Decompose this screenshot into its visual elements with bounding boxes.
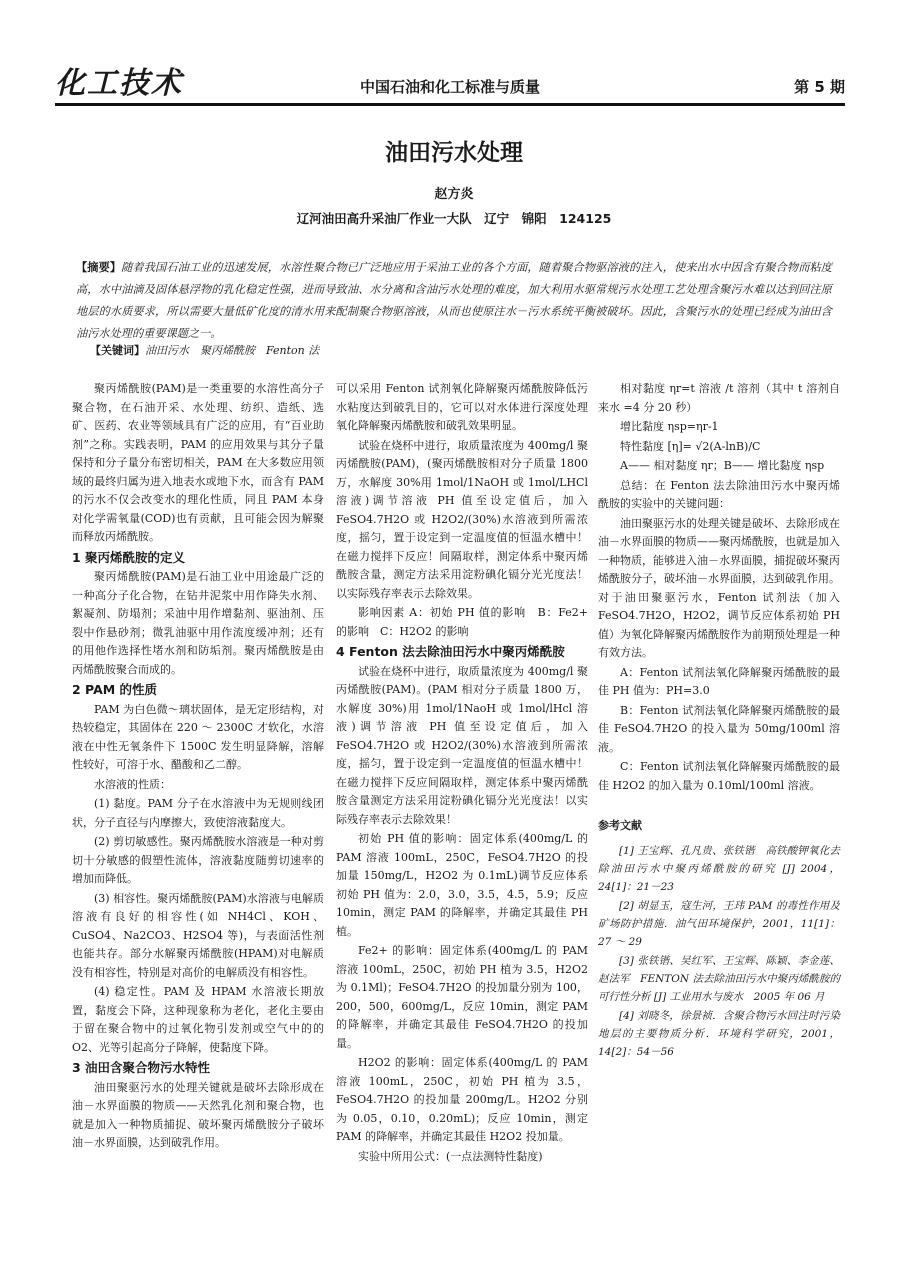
formula-line: 特性黏度 [η]= √2(A-lnB)/C bbox=[620, 439, 761, 453]
paragraph: Fe2+ 的影响：固定体系(400mg/L 的 PAM 溶液 100mL，250C，初始 PH 植为 3.5，H2O2 为 0.1Ml)；FeSO4.7H2O 的投加量分别为 100，200，500，600mg/L，反应 10min，测定 PAM 的降解率，并确定其最佳 FeSO4.7H2O 的投加量。 bbox=[336, 944, 588, 1050]
section-heading: 2 PAM 的性质 bbox=[72, 682, 158, 697]
paragraph: PAM 为白色微～璃状固体，是无定形结构，对热较稳定，其固体在 220 ～ 2300C 才软化，水溶液在中性无氧条件下 1500C 发生明显降解，溶解性较好，可溶于水、醋酸和乙二醇。 bbox=[72, 702, 324, 771]
reference-item: [1] 王宝辉、孔凡贵、张铁锴 高铁酸钾氧化去除油田污水中聚丙烯酰胺的研究 [J] 2004，24[1]：21－23 bbox=[598, 844, 840, 893]
abstract-label: 【摘要】 bbox=[76, 260, 122, 274]
paragraph: 聚丙烯酰胺(PAM)是石油工业中用途最广泛的一种高分子化合物，在钻井泥浆中用作降失水剂、絮凝剂、防塌剂；采油中用作增黏剂、驱油剂、压裂中作悬砂剂；微乳油驱中用作流度缓冲剂；还有的用他作选择性堵水剂和防垢剂。聚丙烯酰胺是由丙烯酰胺聚合而成的。 bbox=[72, 570, 324, 676]
page-header bbox=[55, 62, 845, 104]
references-heading: 参考文献 bbox=[598, 819, 642, 832]
section-heading: 4 Fenton 法去除油田污水中聚丙烯酰胺 bbox=[336, 644, 565, 659]
abstract-text: 随着我国石油工业的迅速发展，水溶性聚合物已广泛地应用于采油工业的各个方面，随着聚合物驱溶液的注入，使来出水中因含有聚合物而粘度高，水中油滴及固体悬浮物的乳化稳定性强，进而导致油、水分离和含油污水处理的难度，加大利用水驱常规污水处理工艺处理含聚污水难以达到回注原地层的水质要求，所以需要大量低矿化度的清水用来配制聚合物驱溶液，从而也使原注水－污水系统平衡被破坏。因此，含聚污水的处理已经成为油田含油污水处理的重要课题之一。 bbox=[76, 261, 832, 340]
paragraph: 实验中所用公式：(一点法测特性黏度) bbox=[358, 1149, 543, 1163]
formula-line: 相对黏度 ηr=t 溶液 /t 溶剂（其中 t 溶剂自来水 =4 分 20 秒） bbox=[598, 382, 840, 414]
affiliation: 辽河油田高升采油厂作业一大队 辽宁 锦阳 124125 bbox=[296, 211, 612, 226]
formula-legend: A—— 相对黏度 ηr；B—— 增比黏度 ηsp bbox=[620, 459, 825, 472]
paragraph: 试验在烧杯中进行，取质量浓度为 400mg/l 聚丙烯酰胺(PAM)。(PAM 相对分子质量 1800 万，水解度 30%)用 1mol/1NaoH 或 1mol/lHcl 溶液)调节溶液 PH 值至设定值后，加入 FeSO4.7H2O 或 H2O2/(30%)水溶液到所需浓度，摇匀，置于设定到一定温度值的恒温水槽中！在磁力搅拌下反应间隔取样，测定体系中聚丙烯酰胺含量测定方法采用淀粉碘化镉分光光度法！以实际残存率表示去除效果！ bbox=[336, 664, 588, 826]
paper-title: 油田污水处理 bbox=[385, 140, 523, 166]
section-heading: 1 聚丙烯酰胺的定义 bbox=[72, 549, 186, 565]
paragraph: B：Fenton 试剂法氧化降解聚丙烯酰胺的最佳 FeSO4.7H2O 的投入量为 50mg/100ml 溶液。 bbox=[598, 703, 840, 754]
column-2 bbox=[336, 380, 588, 1167]
paragraph: A：Fenton 试剂法氧化降解聚丙烯酰胺的最佳 PH 值为：PH=3.0 bbox=[598, 665, 840, 697]
paragraph: H2O2 的影响：固定体系(400mg/L 的 PAM 溶液 100mL，250C，初始 PH 植为 3.5，FeSO4.7H2O 的投加量 200mg/L。H2O2 分别为 0.05，0.10，0.20mL)；反应 10min，测定 PAM 的降解率，并确定其最佳 H2O2 投加量。 bbox=[336, 1056, 588, 1143]
author: 赵方炎 bbox=[434, 187, 474, 202]
formula-line: 增比黏度 ηsp=ηr-1 bbox=[620, 420, 719, 433]
paragraph: (3) 相容性。聚丙烯酰胺(PAM)水溶液与电解质溶液有良好的相容性(如 NH4Cl、KOH、CuSO4、Na2CO3、H2SO4 等)，与表面活性剂也能共存。部分水解聚丙烯酰胺(HPAM)对电解质没有相容性，特别是对高价的电解质没有相容性。 bbox=[72, 891, 324, 979]
paragraph: (1) 黏度。PAM 分子在水溶液中为无规则线团状，分子直径与内摩擦大，致使溶液黏度大。 bbox=[72, 797, 324, 829]
paragraph: 水溶液的性质： bbox=[94, 777, 171, 791]
paragraph: (4) 稳定性。PAM 及 HPAM 水溶液长期放置，黏度会下降，这种现象称为老化，老化主要由于留在聚合物中的过氧化物引发剂或空气中的的 O2、光等引起高分子降解，使黏度下降。 bbox=[72, 985, 324, 1054]
keywords-label: 【关键词】 bbox=[90, 344, 145, 357]
reference-item: [4] 刘晓冬，徐景祯．含聚合物污水回注时污染地层的主要物质分析．环境科学研究，2001，14[2]：54－56 bbox=[598, 1009, 840, 1058]
paragraph: 初始 PH 值的影响：固定体系(400mg/L 的 PAM 溶液 100mL，250C，FeSO4.7H2O 的投加量 150mg/L，H2O2 为 0.1mL)调节反应体系初始 PH 值为：2.0，3.0，3.5，4.5，5.9；反应 10min，测定 PAM 的降解率，并确定其最佳 PH 植。 bbox=[336, 832, 588, 938]
paragraph: 总结：在 Fenton 法去除油田污水中聚丙烯酰胺的实验中的关键问题： bbox=[598, 478, 840, 510]
paragraph: 试验在烧杯中进行，取质量浓度为 400mg/l 聚丙烯酰胺(PAM)，(聚丙烯酰胺相对分子质量 1800 万，水解度 30%用 1mol/1NaOH 或 1mol/LHCl 溶液)调节溶液 PH 值至设定值后，加入 FeSO4.7H2O 或 H2O2/(30%)水溶液到所需浓度，摇匀，置于设定到一定温度值的恒温水槽中！在磁力搅拌下反应！间隔取样，测定体系中聚丙烯酰胺含量，测定方法采用淀粉碘化镉分光光度法！以实际残存率表示去除效果。 bbox=[336, 438, 588, 600]
journal-logo: 化工技术 bbox=[55, 66, 183, 101]
paragraph: 影响因素 A：初始 PH 值的影响 B：Fe2+ 的影响 C：H2O2 的影响 bbox=[336, 606, 588, 638]
paragraph: 油田聚驱污水的处理关键是破坏、去除形成在油－水界面膜的物质——聚丙烯酰胺，也就是加入一种物质，能够进入油－水界面膜，捕捉破坏聚丙烯酰胺分子，破坏油－水界面膜，达到破乳作用。对于油田聚驱污水，Fenton 试剂法（加入 FeSO4.7H2O，H2O2，调节反应体系初始 PH 值）为氧化降解聚丙烯酰胺作为前期预处理是一种有效方法。 bbox=[598, 516, 840, 659]
abstract bbox=[76, 256, 832, 345]
section-heading: 3 油田含聚合物污水特性 bbox=[72, 1060, 211, 1075]
column-3 bbox=[598, 380, 840, 1062]
paragraph: 可以采用 Fenton 试剂氧化降解聚丙烯酰胺降低污水粘度达到破乳目的，它可以对水体进行深度处理氧化降解聚丙烯酰胺和破乳效果明显。 bbox=[336, 382, 588, 432]
paragraph: C：Fenton 试剂法氧化降解聚丙烯酰胺的最佳 H2O2 的加入量为 0.10ml/100ml 溶液。 bbox=[598, 760, 840, 792]
paragraph: 油田聚驱污水的处理关键就是破坏去除形成在油－水界面膜的物质——天然乳化剂和聚合物，也就是加入一种物质捕捉、破坏聚丙烯酰胺分子破坏油－水界面膜，达到破乳作用。 bbox=[72, 1080, 324, 1149]
header-rule bbox=[55, 103, 845, 106]
journal-name: 中国石油和化工标准与质量 bbox=[360, 78, 541, 96]
reference-item: [2] 胡显玉，寇生河，王玮 PAM 的毒性作用及矿场防护措施．油气田环境保护，2001，11[1]：27 ～ 29 bbox=[598, 899, 840, 948]
paragraph: (2) 剪切敏感性。聚丙烯酰胺水溶液是一种对剪切十分敏感的假塑性流体，溶液黏度随剪切速率的增加而降低。 bbox=[72, 835, 324, 885]
issue-number: 第 5 期 bbox=[794, 78, 845, 96]
paragraph: 聚丙烯酰胺(PAM)是一类重要的水溶性高分子聚合物，在石油开采、水处理、纺织、造纸、选矿、医药、农业等领域具有广泛的应用，有“百业助剂”之称。实践表明，PAM 的应用效果与其分子量保持和分子量分布密切相关，PAM 在大多数应用领域的最终归属为进入地表水或地下水，而含有 PAM 的污水不仅会改变水的理化性质，同且 PAM 本身对化学需氧量(COD)也有贡献，且可能会因为解聚而释放丙烯酰胺。 bbox=[72, 382, 324, 543]
keywords bbox=[90, 342, 319, 358]
column-1 bbox=[72, 380, 324, 1154]
reference-item: [3] 张铁锴、吴红军、王宝辉、陈颖、李金莲、赵法军 FENTON 法去除油田污水中聚丙烯酰胺的可行性分析 [J] 工业用水与废水 2005 年 06 月 bbox=[598, 954, 840, 1003]
keywords-text: 油田污水 聚丙烯酰胺 Fenton 法 bbox=[145, 344, 320, 357]
